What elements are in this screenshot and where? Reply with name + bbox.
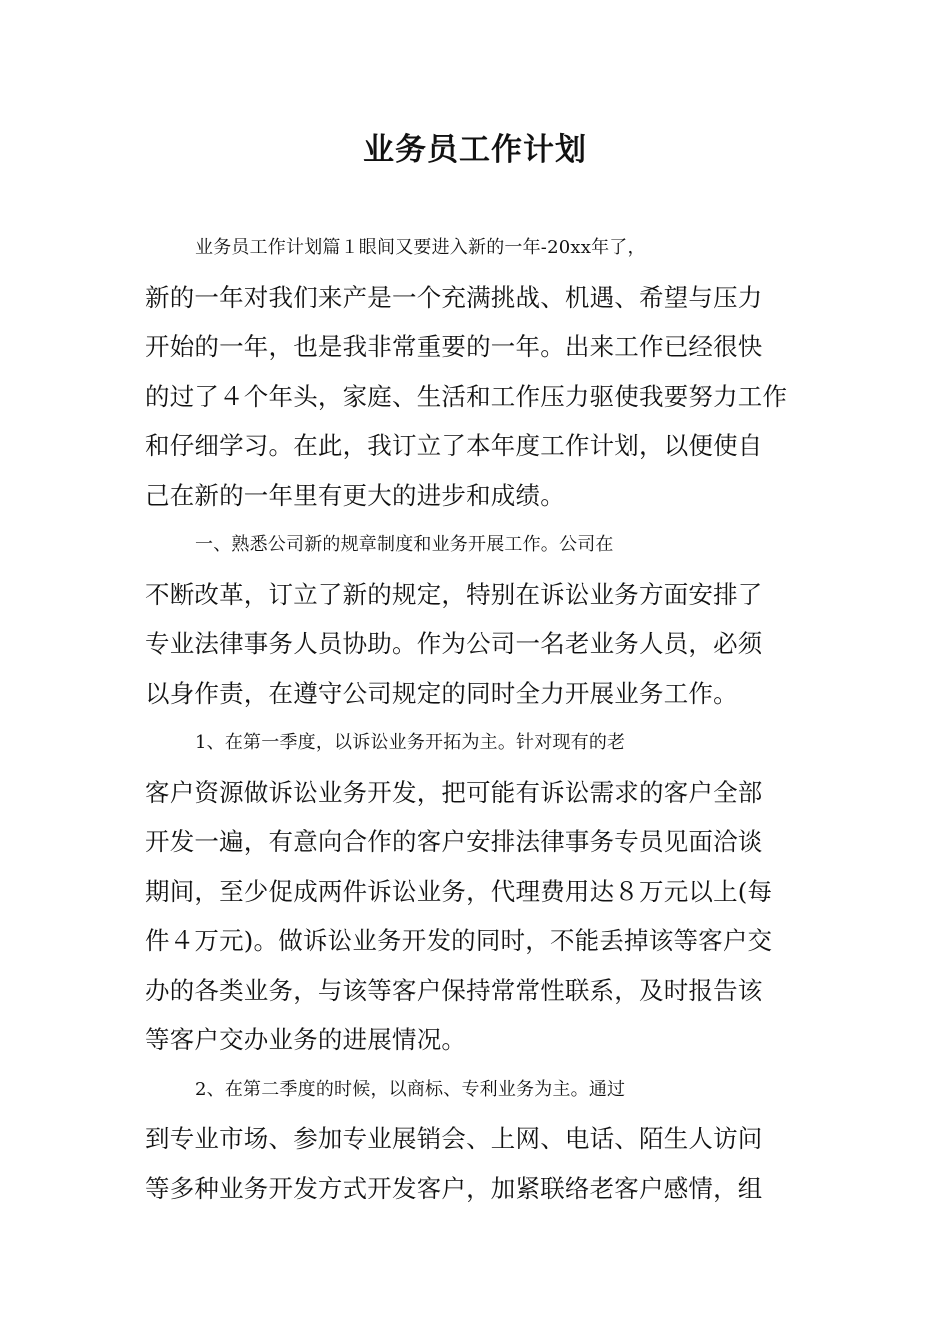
paragraph-first-line: 一、熟悉公司新的规章制度和业务开展工作。公司在 — [195, 534, 614, 555]
text-line: 的过了４个年头，家庭、生活和工作压力驱使我要努力工作 — [145, 381, 788, 411]
text-line: 新的一年对我们来产是一个充满挑战、机遇、希望与压力 — [145, 282, 763, 312]
text-line: 开发一遍，有意向合作的客户安排法律事务专员见面洽谈 — [145, 827, 763, 856]
text-line: 办的各类业务，与该等客户保持常常性联系，及时报告该 — [145, 975, 763, 1005]
document-body — [145, 223, 810, 1213]
text-line: 期间，至少促成两件诉讼业务，代理费用达８万元以上(每 — [145, 876, 773, 906]
text-line: 到专业市场、参加专业展销会、上网、电话、陌生人访问 — [145, 1124, 763, 1153]
text-line: 件４万元)。做诉讼业务开发的同时，不能丢掉该等客户交 — [145, 926, 773, 955]
text-line: 专业法律事务人员协助。作为公司一名老业务人员，必须 — [145, 629, 763, 658]
text-line: 和仔细学习。在此，我订立了本年度工作计划，以便使自 — [145, 431, 763, 460]
text-line: 己在新的一年里有更大的进步和成绩。 — [145, 480, 565, 510]
document-title: 业务员工作计划 — [363, 132, 587, 168]
text-line: 以身作责，在遵守公司规定的同时全力开展业务工作。 — [145, 678, 738, 708]
text-line: 等多种业务开发方式开发客户，加紧联络老客户感情，组 — [145, 1173, 763, 1203]
paragraph-first-line: 2、在第二季度的时候，以商标、专利业务为主。通过 — [195, 1078, 626, 1100]
text-line: 等客户交办业务的进展情况。 — [145, 1025, 467, 1054]
paragraph-first-line: 业务员工作计划篇１眼间又要进入新的一年-20xx年了， — [195, 237, 646, 258]
text-line: 不断改革，订立了新的规定，特别在诉讼业务方面安排了 — [145, 579, 763, 609]
text-line: 客户资源做诉讼业务开发，把可能有诉讼需求的客户全部 — [145, 777, 763, 807]
paragraph-first-line: 1、在第一季度，以诉讼业务开拓为主。针对现有的老 — [195, 732, 626, 753]
text-line: 开始的一年，也是我非常重要的一年。出来工作已经很快 — [145, 332, 763, 361]
